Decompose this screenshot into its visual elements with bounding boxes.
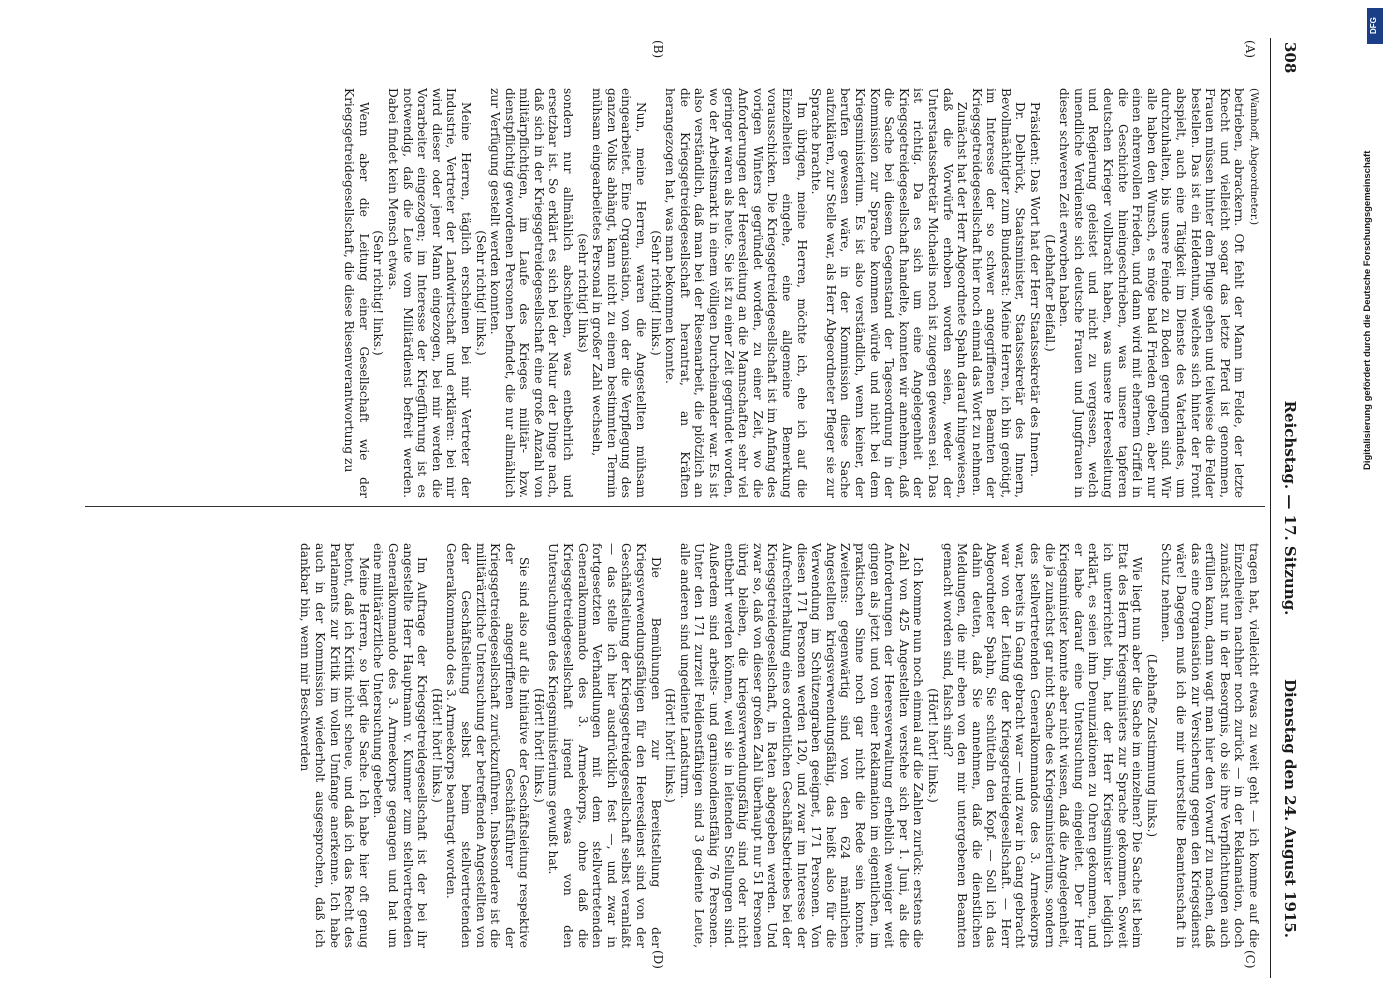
paragraph: Im Auftrage der Kriegsgetreidegesellschaft ist der bei ihr angestellte Herr Hauptmann v. Kummer zum stellvertretenden Generalkommando des 3. Armeekorps gegangen und hat um eine militärärztliche Untersuchung gebeten. [371, 543, 430, 948]
interjection: (Sehr richtig! links.) [648, 230, 663, 356]
page-number: 308 [1281, 42, 1299, 74]
paragraph: Meine Herren, so liegt die Sache. Ich habe hier oft genug betont, daß ich Kritik nicht scheue, und daß ich das Recht des Parlaments zur Kritik im vollen Umfange anerkenne. Ich habe auch in der Kommission wiederholt ausgesprochen, daß ich dankbar bin, wenn mir Beschwerden [298, 543, 371, 948]
interjection: (Hört! hört! links.) [531, 688, 546, 803]
paragraph: Wenn aber die Leitung einer Gesellschaft wie der Kriegsgetreidegesellschaft, die diese Riesenverantwortung zu [342, 88, 371, 498]
interjection: (Lebhafter Beifall.) [1042, 234, 1057, 352]
margin-marker-c: (C) [1243, 950, 1257, 969]
interjection: (Hört! hört! links.) [663, 688, 678, 803]
paragraph: tragen hat, vielleicht etwas zu weit geht — ich komme auf die Einzelheiten nachher noch zurück — in der Reklamation, doch zunächst nur in der Besorgnis, ob sie ihre Verpflichtungen auch erfüllen kann, dann wagt man hier den Vorwurf zu machen, daß das eine Organisation zur Versicherung gegen den Kriegsdienst wäre! Dagegen muß ich die mir unterstellte Beamtenschaft in Schutz nehmen. [1159, 543, 1261, 948]
margin-marker-b: (B) [651, 40, 665, 59]
paragraph: Die Bemühungen zur Bereitstellung der Kriegsverwendungsfähigen für den Heeresdienst sind von der Geschäftsleitung der Kriegsgetreidegesellschaft selbst veranlaßt — das stelle ich hier ausdrücklich fest —, und zwar in fortgesetzten Verhandlungen mit dem stellvertretenden Generalkommando des 3. Armeekorps, ohne daß die Kriegsgetreidegesellschaft irgend etwas von den Untersuchungen des Kriegsministeriums gewußt hat. [546, 543, 663, 948]
paragraph: betrieben, abrackern. Oft fehlt der Mann im Felde, der letzte Knecht und vielleicht sogar das letzte Pferd ist genommen, Frauen müssen hinter dem Pfluge gehen und teilweise die Felder bestellen. Das ist ein Heldentum, welches sich hinter der Front abspielt, auch eine Tätigkeit im Dienste des Vaterlandes, um durchzuhalten, bis unsere Feinde zu Boden gerungen sind. Wir alle haben den Wunsch, es möge bald Frieden geben, aber nur einen ehrenvollen Frieden, und dann wird mit ehernem Griffel in die Geschichte hineingeschrieben, was unsere tapferen deutschen Krieger vollbracht haben, was unsere Heeresleitung und Regierung geleistet und nicht zu vergessen, welch unendliche Verdienste sich deutsche Frauen und Jungfrauen in dieser schweren Zeit erworben haben. [1057, 88, 1247, 498]
left-column [342, 88, 1261, 498]
paragraph: Nun, meine Herren, waren die Angestellten mühsam eingearbeitet. Eine Organisation, von der die Verpflegung des ganzen Volks abhängt, kann nicht zu einem bestimmten Termin mühsam eingearbeitetes Personal in großer Zahl wechseln, [590, 88, 649, 498]
paragraph: Wie liegt nun aber die Sache im einzelnen? Die Sache ist beim Etat des Herrn Kriegsministers zur Sprache gekommen. Soweit ich unterrichtet bin, hat der Herr Kriegsminister lediglich erklärt, es seien ihm Denunziationen zu Ohren gekommen, und er habe darauf eine Untersuchung eingeleitet. Der Herr Kriegsminister konnte aber nicht wissen, daß die Angelegenheit, die ja zunächst gar nicht Sache des Kriegsministeriums, sondern des stellvertretenden Generalkommandos des 3. Armeekorps war, bereits in Gang gebracht war — und zwar in Gang gebracht war von der Leitung der Kriegsgetreidegesellschaft. — Herr Abgeordneter Spahn, Sie schütteln den Kopf. — Soll ich das dahin deuten, daß Sie annehmen, daß die dienstlichen Meldungen, die mir eben von den mir untergebenen Beamten gemacht worden sind, falsch sind? [940, 543, 1145, 948]
dfg-logo [1367, 8, 1383, 44]
interjection: (Hört! hört! links.) [925, 688, 940, 803]
margin-marker-a: (A) [1243, 40, 1257, 59]
speaker-note: (Wamhoff, Abgeordneter.) [1248, 88, 1260, 226]
paragraph: Im übrigen, meine Herren, möchte ich, ehe ich auf die Einzelheiten eingehe, eine allgemeine Bemerkung vorausschicken. Die Kriegsgetreidegesellschaft ist im Anfang des vorigen Winters gegründet worden, zu einer Zeit, wo die Anforderungen der Heeresleitung an die Mannschaften sehr viel geringer waren als heute. Sie ist zu einer Zeit gegründet worden, wo der Arbeitsmarkt in einem völligen Durcheinander war. Es ist also verständlich, daß man bei der Riesenarbeit, die plötzlich an die Kriegsgetreidegesellschaft herantrat, an Kräften herangezogen hat, was man bekommen konnte. [663, 88, 809, 498]
interjection: (Hört! hört! links.) [429, 688, 444, 803]
column-divider [85, 506, 1265, 507]
paragraph: Zunächst hat der Herr Abgeordnete Spahn darauf hingewiesen, daß die Vorwürfe erhoben worden seien, weder der Unterstaatssekretär Michaelis noch ist zugegen gewesen sei. Das ist richtig. Da es sich um eine Angelegenheit der Kriegsgetreidegesellschaft handelte, konnten wir annehmen, daß die Sache bei diesem Gegenstand der Tagesordnung in der Kommission zur Sprache kommen würde und nicht bei dem Kriegsministerium. Es ist also verständlich, wenn keiner, der berufen gewesen wäre, in der Kommission diese Sache aufzuklären, zur Stelle war, als Herr Abgeordneter Pfleger sie zur Sprache brachte. [809, 88, 970, 498]
interjection: (Sehr richtig! links.) [473, 230, 488, 356]
paragraph: Ich komme nun noch einmal auf die Zahlen zurück: erstens die Zahl von 425 Angestellten verstehe sich per 1. Juni, als die Anforderungen der Heeresverwaltung erheblich weniger weit gingen als jetzt und von einer Reklamation im eigentlichen, im praktischen Sinne noch gar nicht die Rede sein konnte. Zweitens: gegenwärtig sind von den 624 männlichen Angestellten kriegsverwendungsfähig, das heißt also für die Verwendung im Schützengraben geeignet, 171 Personen. Von diesen 171 Personen werden 120, und zwar im Interesse der Aufrechterhaltung eines ordentlichen Geschäftsbetriebes bei der Kriegsgetreidegesellschaft, in Raten abgegeben werden. Und zwar so, daß von dieser großen Zahl überhaupt nur 51 Personen übrig bleiben, die kriegsverwendungsfähig sind oder nicht entbehrt werden können, weil sie in leitenden Stellungen sind. Außerdem sind arbeits- und garnisondienstfähig 76 Personen. Unter den 171 zurzeit Feldienstfähigen sind 3 gediente Leute, alle anderen sind ungediente Landsturm. [677, 543, 926, 948]
paragraph: Dr. Delbrück, Staatsminister, Staatssekretär des Innern, Bevollmächtigter zum Bundesrat: Meine Herren, ich bin genötigt, im Interesse der so schwer angegriffenen Beamten der Kriegsgetreidegesellschaft hier noch einmal das Wort zu nehmen. [969, 88, 1028, 498]
credit-text: Digitalisierung gefördert durch die Deutsche Forschungsgemeinschaft [1362, 150, 1373, 470]
interjection: (Sehr richtig! links.) [371, 230, 386, 356]
page-header [1270, 38, 1305, 978]
paragraph: Meine Herren, täglich erscheinen bei mir Vertreter der Industrie, Vertreter der Landwirtschaft und erklären: bei mir wird dieser oder jener Mann eingezogen, bei mir werden die Vorarbeiter eingezogen; im Interesse der Kriegführung ist es notwendig, daß die Leute vom Militärdienst befreit werden. Dabei findet kein Mensch etwas. [385, 88, 473, 498]
dfg-logo-text: DFG [1369, 17, 1378, 34]
rotated-page [75, 38, 1305, 978]
interjection: (sehr richtig! links) [575, 233, 590, 353]
margin-marker-d: (D) [651, 950, 665, 969]
interjection: (Lebhafte Zustimmung links.) [1144, 653, 1159, 838]
paragraph: sondern nur allmählich abschieben, was entbehrlich und ersetzbar ist. So erklärt es sich bei der Natur der Dinge nach, daß sich in der Kriegsgetreidegesellschaft eine große Anzahl von militärpflichtigen, im Laufe des Krieges militär- bzw. dienstpflichtig gewordenen Personen befindet, die nur allmählich zur Verfügung gestellt werden konnten. [488, 88, 576, 498]
digitization-credit [1355, 10, 1381, 990]
right-column [298, 543, 1261, 948]
paragraph: Sie sind also auf die Initiative der Geschäftsleitung respektive der angegriffenen Geschäftsführer der Kriegsgetreidegesellschaft zurückzuführen. Insbesondere ist die militärärztliche Untersuchung der betreffenden Angestellten von der Geschäftsleitung selbst beim stellvertretenden Generalkommando des 3. Armeekorps beantragt worden. [444, 543, 532, 948]
session-title: Reichstag. — 17. Sitzung. [1281, 400, 1299, 616]
session-date: Dienstag den 24. August 1915. [1281, 679, 1299, 938]
paragraph: Präsident: Das Wort hat der Herr Staatssekretär des Innern. [1028, 102, 1043, 478]
